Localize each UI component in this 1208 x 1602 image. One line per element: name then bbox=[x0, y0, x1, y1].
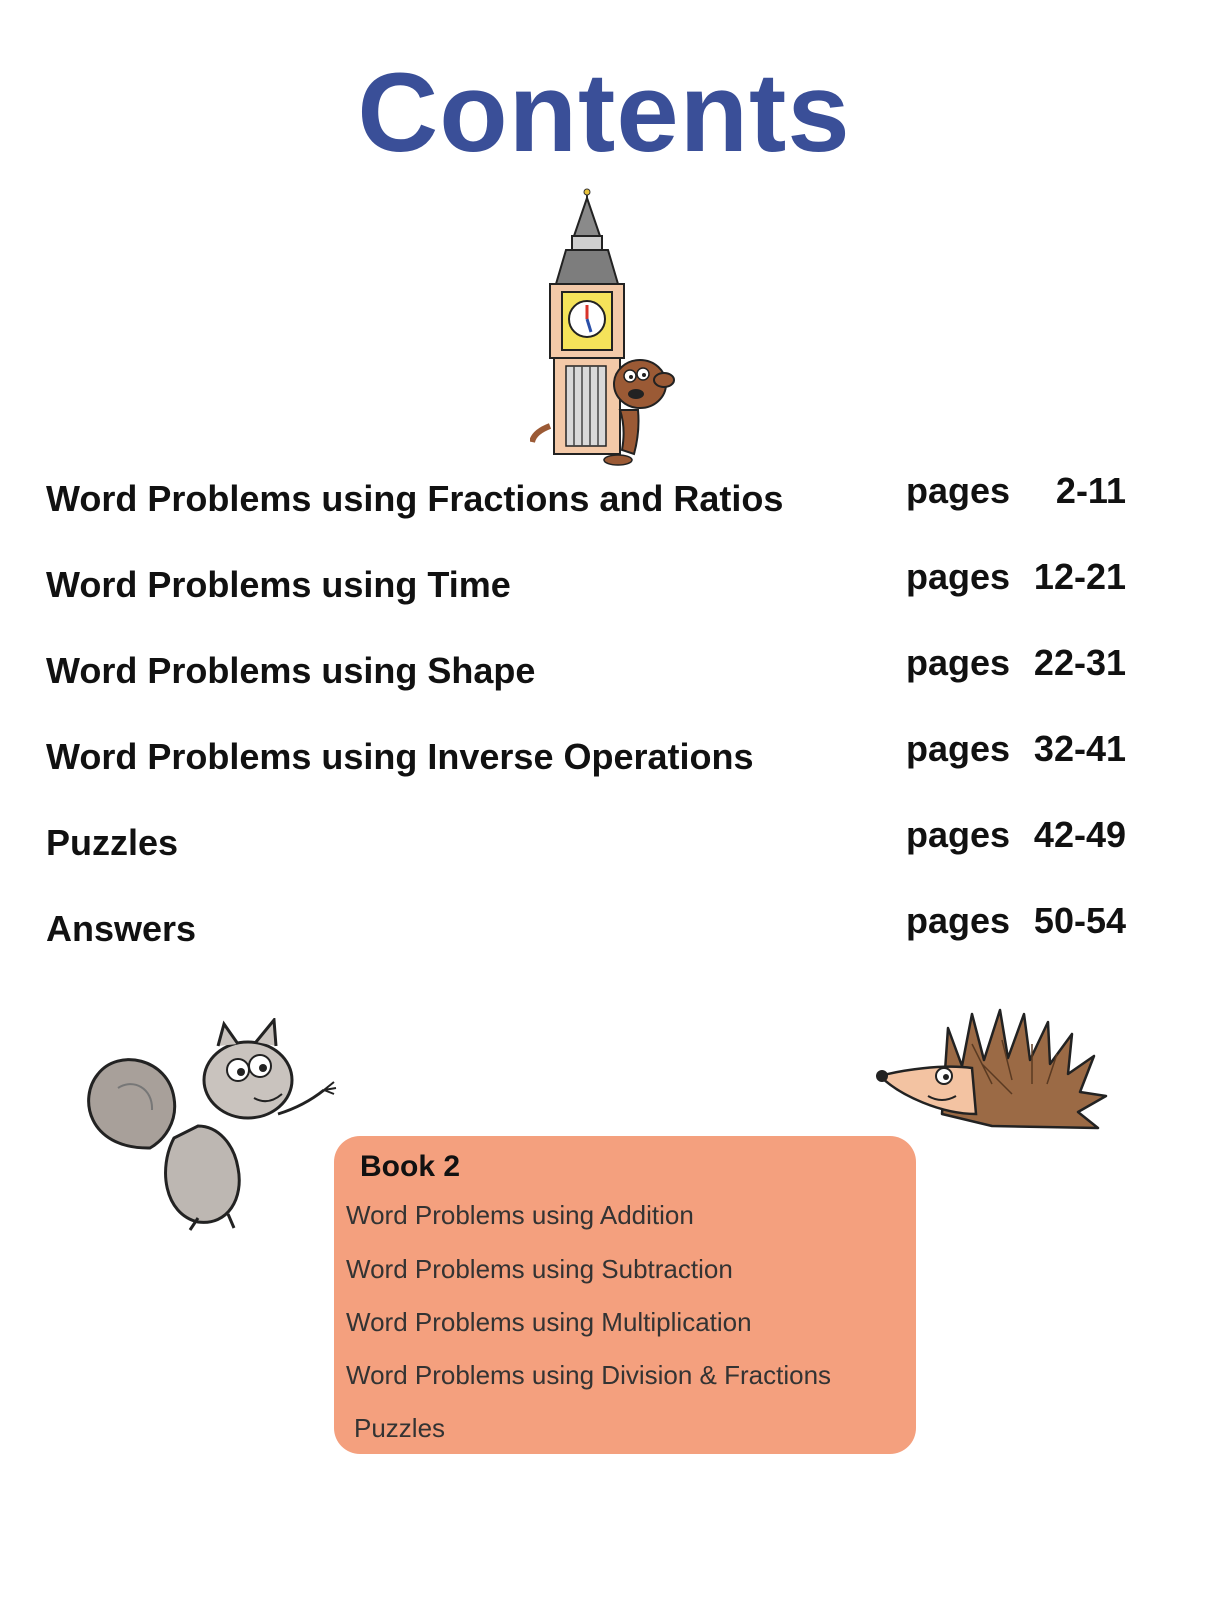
toc-row bbox=[46, 556, 1126, 616]
toc-row bbox=[46, 814, 1126, 874]
toc-topic: Puzzles bbox=[46, 822, 179, 863]
toc-row bbox=[46, 470, 1126, 530]
toc-pages-label: pages bbox=[906, 900, 1011, 941]
toc-topic: Word Problems using Fractions and Ratios bbox=[46, 478, 784, 519]
squirrel-icon bbox=[78, 1018, 348, 1233]
toc-row bbox=[46, 728, 1126, 788]
toc-page-range: 42-49 bbox=[1033, 814, 1126, 855]
toc-topic: Word Problems using Time bbox=[46, 564, 511, 605]
toc-row bbox=[46, 642, 1126, 702]
toc-topic: Answers bbox=[46, 908, 197, 949]
toc-topic: Word Problems using Inverse Operations bbox=[46, 736, 754, 777]
toc-pages-label: pages bbox=[906, 470, 1011, 511]
book2-item: Word Problems using Division & Fractions bbox=[346, 1360, 832, 1390]
page-title: Contents bbox=[357, 50, 851, 175]
book2-item: Word Problems using Addition bbox=[346, 1200, 694, 1230]
toc-pages-label: pages bbox=[906, 728, 1011, 769]
toc-page-range: 12-21 bbox=[1033, 556, 1126, 597]
toc-page-range: 32-41 bbox=[1033, 728, 1126, 769]
toc-pages-label: pages bbox=[906, 814, 1011, 855]
toc-topic: Word Problems using Shape bbox=[46, 650, 536, 691]
toc-page-range: 50-54 bbox=[1033, 900, 1126, 941]
book2-box bbox=[334, 1136, 916, 1454]
book2-item: Puzzles bbox=[354, 1413, 446, 1443]
toc-pages-label: pages bbox=[906, 642, 1011, 683]
toc-pages-label: pages bbox=[906, 556, 1011, 597]
big-ben-with-dog-icon bbox=[530, 188, 675, 470]
book2-title: Book 2 bbox=[360, 1150, 461, 1183]
hedgehog-icon bbox=[872, 1004, 1112, 1136]
toc-page-range: 22-31 bbox=[1033, 642, 1126, 683]
book2-item: Word Problems using Subtraction bbox=[346, 1254, 733, 1284]
toc-page-range: 2-11 bbox=[1055, 470, 1126, 511]
toc-row bbox=[46, 900, 1126, 960]
book2-item: Word Problems using Multiplication bbox=[346, 1307, 752, 1337]
